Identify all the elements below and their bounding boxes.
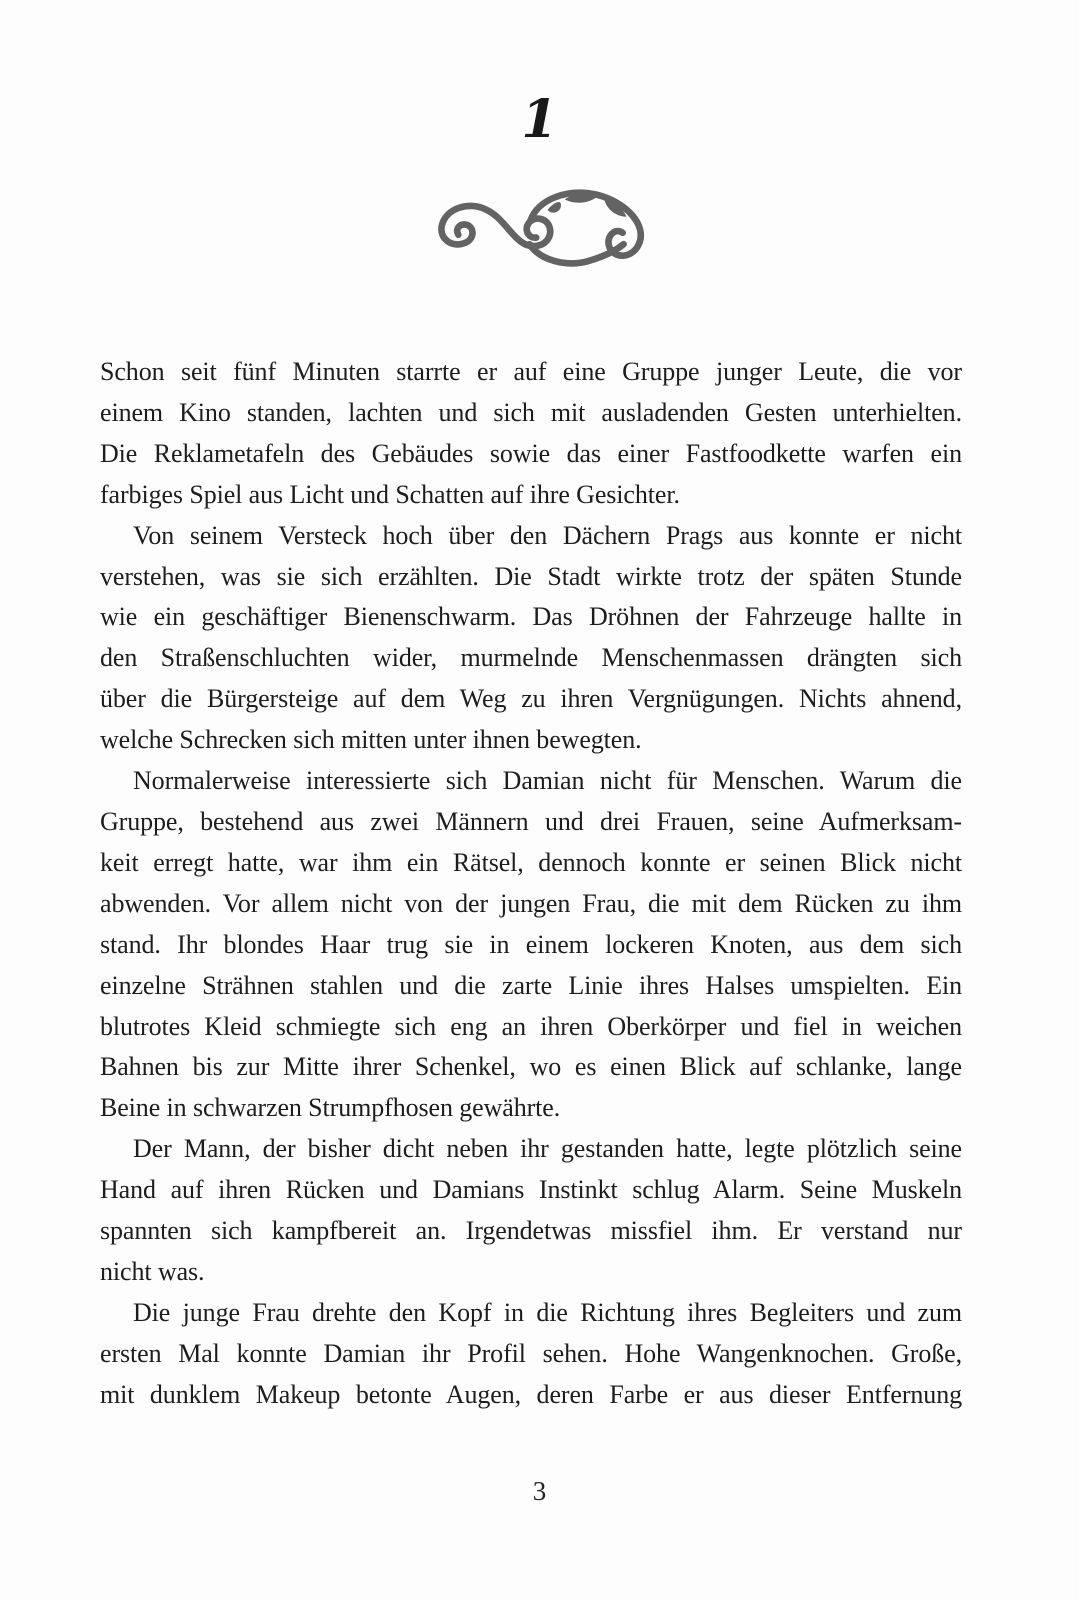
text-line: Die Reklametafeln des Gebäudes sowie das einer Fastfoodkette warfen ein — [100, 438, 962, 468]
paragraph — [100, 352, 962, 516]
text-line: Beine in schwarzen Strumpfhosen gewährte. — [100, 1093, 561, 1123]
text-line: Gruppe, bestehend aus zwei Männern und drei Frauen, seine Aufmerksam- — [100, 806, 962, 836]
text-line: abwenden. Vor allem nicht von der jungen Frau, die mit dem Rücken zu ihm — [100, 888, 962, 918]
swirl-flourish-divider-icon — [426, 186, 654, 272]
text-block — [100, 352, 962, 1416]
text-line: keit erregt hatte, war ihm ein Rätsel, dennoch konnte er seinen Blick nicht — [100, 847, 962, 877]
text-line: farbiges Spiel aus Licht und Schatten auf ihre Gesichter. — [100, 479, 680, 509]
text-line: Schon seit fünf Minuten starrte er auf eine Gruppe junger Leute, die vor — [100, 357, 962, 386]
chapter-number: 1 — [521, 89, 558, 150]
paragraph — [100, 761, 962, 1129]
paragraph — [100, 1293, 962, 1416]
text-line: ersten Mal konnte Damian ihr Profil sehen. Hohe Wangenknochen. Große, — [100, 1338, 962, 1368]
text-line: Der Mann, der bisher dicht neben ihr gestanden hatte, legte plötzlich seine — [133, 1134, 962, 1164]
text-line: wie ein geschäftiger Bienenschwarm. Das Dröhnen der Fahrzeuge hallte in — [100, 602, 962, 632]
text-line: stand. Ihr blondes Haar trug sie in einem lockeren Knoten, aus dem sich — [100, 929, 962, 959]
paragraph — [100, 1129, 962, 1293]
text-line: verstehen, was sie sich erzählten. Die Stadt wirkte trotz der späten Stunde — [100, 561, 962, 591]
text-line: spannten sich kampfbereit an. Irgendetwas missfiel ihm. Er verstand nur — [100, 1216, 962, 1246]
paragraph — [100, 516, 962, 761]
page-number: 3 — [532, 1476, 547, 1506]
text-line: Normalerweise interessierte sich Damian nicht für Menschen. Warum die — [133, 766, 962, 796]
text-line: den Straßenschluchten wider, murmelnde Menschenmassen drängten sich — [100, 643, 962, 673]
text-line: Bahnen bis zur Mitte ihrer Schenkel, wo es einen Blick auf schlanke, lange — [100, 1052, 962, 1082]
text-line: welche Schrecken sich mitten unter ihnen bewegten. — [100, 725, 642, 755]
text-line: blutrotes Kleid schmiegte sich eng an ihren Oberkörper und fiel in weichen — [100, 1011, 962, 1041]
text-line: Von seinem Versteck hoch über den Dächern Prags aus konnte er nicht — [133, 520, 962, 550]
text-line: mit dunklem Makeup betonte Augen, deren Farbe er aus dieser Entfernung — [100, 1379, 962, 1409]
text-line: einem Kino standen, lachten und sich mit ausladenden Gesten unterhielten. — [100, 397, 962, 427]
text-line: Hand auf ihren Rücken und Damians Instinkt schlug Alarm. Seine Muskeln — [100, 1175, 962, 1205]
text-line: nicht was. — [100, 1256, 205, 1286]
text-line: Die junge Frau drehte den Kopf in die Richtung ihres Begleiters und zum — [133, 1297, 962, 1327]
text-line: einzelne Strähnen stahlen und die zarte Linie ihres Halses umspielten. Ein — [100, 970, 962, 1000]
text-line: über die Bürgersteige auf dem Weg zu ihren Vergnügungen. Nichts ahnend, — [100, 684, 962, 714]
